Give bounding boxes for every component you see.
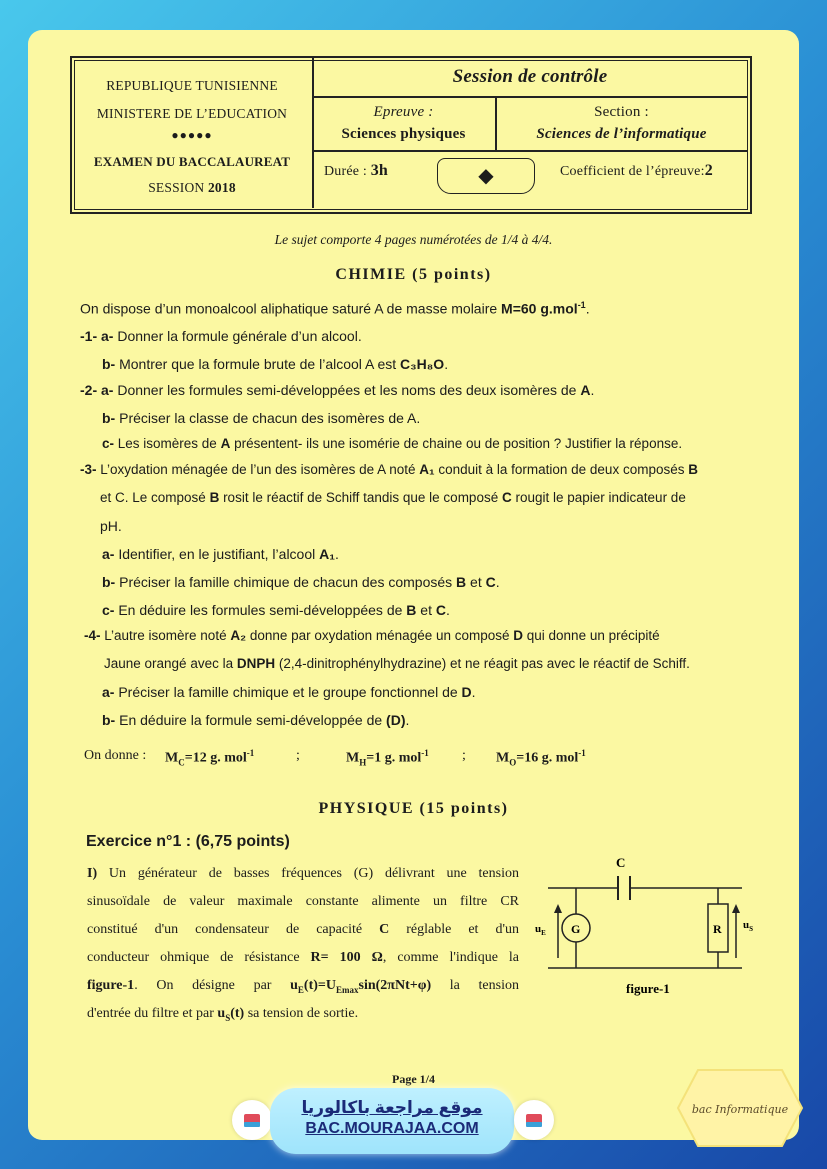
chimie-q4b: b- En déduire la formule semi-développée de (D). xyxy=(102,712,410,728)
diamond-icon: ◆ xyxy=(478,165,494,187)
chimie-q2c: c- Les isomères de A présentent- ils une isomérie de chaine ou de position ? Justifier la réponse. xyxy=(102,436,683,451)
republic-label: REPUBLIQUE TUNISIENNE xyxy=(106,78,278,93)
bac-informatique-badge xyxy=(676,1066,804,1150)
molar-masses xyxy=(84,748,146,764)
molar-mass-h: $M_H=1$ g. mol$^{-1}$ xyxy=(346,748,429,768)
chimie-q3b: b- Préciser la famille chimique de chacun des composés B et C. xyxy=(102,574,500,590)
duree: Durée : 3h xyxy=(324,162,389,179)
exercice-text-3: constitué d'un condensateur de capacité C réglable et d'un xyxy=(87,922,519,937)
chimie-line-0: On dispose d’un monoalcool aliphatique saturé A de masse molaire M=60 g.mol$^{-1}$. xyxy=(80,300,590,317)
epreuve-label: Epreuve : xyxy=(373,104,434,120)
book-logo-icon xyxy=(514,1100,554,1140)
badge-text: bac Informatique xyxy=(691,1103,789,1116)
generator-label: G xyxy=(571,922,581,936)
site-name-arabic: موقع مراجعة باكالوريا xyxy=(301,1098,483,1117)
exam-header-box xyxy=(70,56,752,214)
chimie-q3c: c- En déduire les formules semi-développées de B et C. xyxy=(102,602,450,618)
separator: ; xyxy=(296,748,300,763)
physique-title: PHYSIQUE (15 points) xyxy=(318,800,509,817)
chimie-q3: -3- L’oxydation ménagée de l’un des isomères de A noté A₁ conduit à la formation de deux composés B xyxy=(80,462,698,477)
molar-mass-o: $M_O=16$ g. mol$^{-1}$ xyxy=(496,748,586,768)
exercice-text-6: d'entrée du filtre et par $u_S(t)$ sa tension de sortie. xyxy=(87,1006,359,1023)
exercice-text-5: figure-1. On désigne par $u_E(t)=U_{Emax}\sin(2\pi Nt+\varphi)$ la tension xyxy=(87,978,519,995)
chimie-q4: -4- L’autre isomère noté A₂ donne par oxydation ménagée un composé D qui donne un précipité xyxy=(84,628,660,643)
site-banner[interactable] xyxy=(270,1088,514,1154)
chimie-q3-cont: et C. Le composé B rosit le réactif de Schiff tandis que le composé C rougit le papier indicateur de xyxy=(100,490,686,505)
resistor-label: R xyxy=(713,922,722,936)
chimie-q3a: a- Identifier, en le justifiant, l’alcool A₁. xyxy=(102,546,339,562)
ministry-label: MINISTERE DE L’EDUCATION xyxy=(96,106,288,121)
figure-1-circuit xyxy=(530,850,760,1000)
intro-note: Le sujet comporte 4 pages numérotées de 1/4 à 4/4. xyxy=(274,232,553,247)
page-number: Page 1/4 xyxy=(392,1072,435,1086)
session-type: Session de contrôle xyxy=(452,66,608,87)
exercice-text-4: conducteur ohmique de résistance R= 100 Ω, comme l'indique la xyxy=(87,950,520,965)
section-value: Sciences de l’informatique xyxy=(536,126,707,142)
chimie-q2b: b- Préciser la classe de chacun des isomères de A. xyxy=(102,410,421,426)
diamond-frame xyxy=(437,158,535,194)
session-label: SESSION 2018 xyxy=(148,180,236,195)
book-logo-icon xyxy=(232,1100,272,1140)
separator: ; xyxy=(462,748,466,763)
chimie-q1a: -1- a- Donner la formule générale d’un alcool. xyxy=(80,328,362,344)
chimie-title: CHIMIE (5 points) xyxy=(335,266,492,283)
us-label: $u_S$ xyxy=(743,919,754,933)
capacitor-label: C xyxy=(616,855,626,870)
coefficient: Coefficient de l’épreuve:2 xyxy=(560,162,713,179)
chimie-q4a: a- Préciser la famille chimique et le groupe fonctionnel de D. xyxy=(102,684,476,700)
figure-caption: figure-1 xyxy=(626,981,670,996)
separator-dots: ●●●●● xyxy=(171,128,213,142)
chimie-q2a: -2- a- Donner les formules semi-développées et les noms des deux isomères de A. xyxy=(80,382,595,398)
exercice-1-title: Exercice n°1 : (6,75 points) xyxy=(86,833,290,850)
epreuve-value: Sciences physiques xyxy=(341,126,466,142)
exercice-text-2: sinusoïdale de valeur maximale constante alimente un filtre CR xyxy=(87,894,519,909)
ue-label: $u_E$ xyxy=(535,923,546,937)
exam-label: EXAMEN DU BACCALAUREAT xyxy=(93,154,291,169)
chimie-q3-ph: pH. xyxy=(100,518,122,534)
donne-label: On donne : xyxy=(84,748,147,763)
chimie-q1b: b- Montrer que la formule brute de l’alcool A est C₃H₈O. xyxy=(102,356,449,372)
site-url[interactable]: BAC.MOURAJAA.COM xyxy=(305,1120,479,1137)
chimie-q4-cont: Jaune orangé avec la DNPH (2,4-dinitrophénylhydrazine) et ne réagit pas avec le réactif de Schiff. xyxy=(104,656,690,671)
exercice-text-1: I) Un générateur de basses fréquences (G) délivrant une tension xyxy=(87,866,519,881)
section-label: Section : xyxy=(594,104,649,120)
molar-mass-c: $M_C=12$ g. mol$^{-1}$ xyxy=(165,748,255,768)
